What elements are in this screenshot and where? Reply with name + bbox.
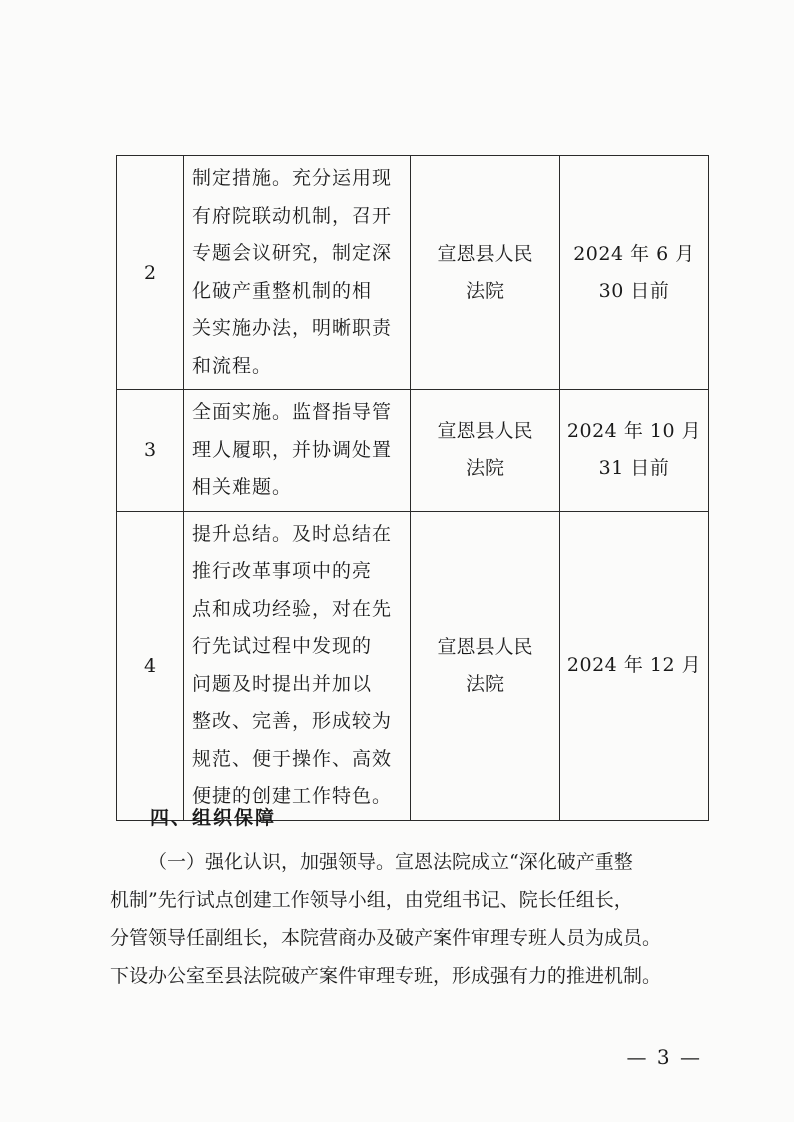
unit-line: 法院 (465, 672, 504, 695)
page-number: — 3 — (626, 1045, 702, 1069)
task-line: 问题及时提出并加以 (192, 672, 373, 695)
task-line: 行先试过程中发现的 (192, 635, 373, 657)
responsible-unit (411, 511, 560, 820)
deadline (560, 511, 709, 820)
body-paragraph (110, 843, 720, 995)
task-description (184, 390, 411, 512)
paragraph-line: 分管领导任副组长，本院营商办及破产案件审理专班人员为成员。 (110, 927, 662, 949)
date-line: 2024 年 10 月 (566, 420, 702, 443)
task-line: 全面实施。监督指导管 (192, 401, 393, 423)
date-line: 2024 年 12 月 (566, 654, 702, 676)
deadline (560, 156, 709, 390)
date-line: 2024 年 6 月 (573, 242, 695, 265)
task-line: 相关难题。 (192, 476, 293, 498)
table-row (117, 156, 709, 390)
paragraph-line: 机制”先行试点创建工作领导小组，由党组书记、院长任组长， (110, 889, 633, 911)
task-line: 化破产重整机制的相 (192, 279, 373, 302)
unit-line: 宣恩县人民 (437, 242, 533, 265)
responsible-unit (411, 390, 560, 512)
task-line: 推行改革事项中的亮 (192, 560, 373, 582)
unit-line: 宣恩县人民 (437, 420, 533, 443)
task-line: 制定措施。充分运用现 (192, 167, 393, 189)
date-line: 30 日前 (598, 279, 670, 302)
task-line: 关实施办法，明晰职责 (192, 317, 393, 339)
task-line: 和流程。 (192, 354, 273, 377)
task-description (184, 156, 411, 390)
task-line: 提升总结。及时总结在 (192, 522, 393, 545)
task-description (184, 511, 411, 820)
date-line: 31 日前 (598, 457, 670, 480)
paragraph-line: （一）强化认识，加强领导。宣恩法院成立“深化破产重整 (148, 851, 633, 873)
task-line: 理人履职，并协调处置 (192, 438, 393, 461)
row-number: 4 (117, 511, 184, 820)
row-number: 2 (117, 156, 184, 390)
task-line: 规范、便于操作、高效 (192, 747, 393, 770)
row-number: 3 (117, 390, 184, 512)
unit-line: 宣恩县人民 (437, 635, 533, 658)
paragraph-line: 下设办公室至县法院破产案件审理专班，形成强有力的推进机制。 (110, 965, 662, 987)
table-row (117, 511, 709, 820)
task-line: 点和成功经验，对在先 (192, 597, 393, 620)
unit-line: 法院 (465, 457, 504, 480)
task-line: 专题会议研究，制定深 (192, 242, 393, 264)
unit-line: 法院 (465, 279, 504, 302)
deadline (560, 390, 709, 512)
table-row (117, 390, 709, 512)
task-schedule-table (116, 155, 709, 821)
task-line: 有府院联动机制，召开 (192, 204, 393, 227)
task-line: 便捷的创建工作特色。 (192, 785, 393, 807)
responsible-unit (411, 156, 560, 390)
section-heading: 四、组织保障 (150, 807, 277, 829)
task-line: 整改、完善，形成较为 (192, 710, 393, 732)
